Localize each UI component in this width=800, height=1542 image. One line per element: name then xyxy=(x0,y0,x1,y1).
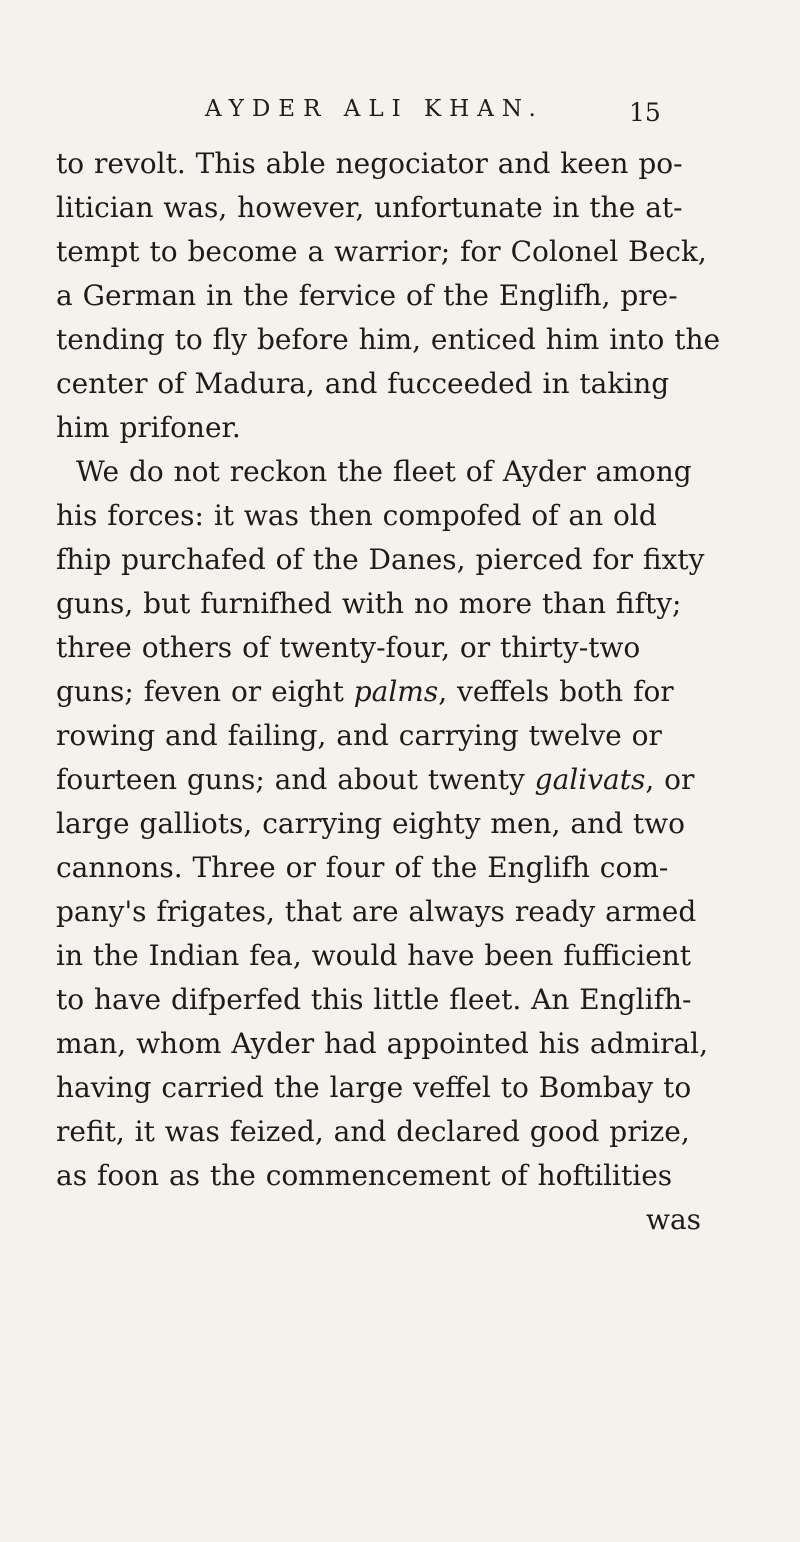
text-line: man, whom Ayder had appointed his admiral, xyxy=(56,1027,708,1060)
text-line: as foon as the commencement of hoftilities xyxy=(56,1159,673,1192)
page-number: 15 xyxy=(629,98,661,127)
text-line: fourteen guns; and about twenty galivats, or xyxy=(56,763,695,796)
text-line: large galliots, carrying eighty men, and two xyxy=(56,807,685,840)
text-line: tempt to become a warrior; for Colonel Beck, xyxy=(56,235,707,268)
text-line: having carried the large veffel to Bombay to xyxy=(56,1071,692,1104)
text-line: guns; feven or eight palms, veffels both for xyxy=(56,675,674,708)
text-line: him prifoner. xyxy=(56,411,241,444)
text-line: We do not reckon the fleet of Ayder among xyxy=(76,455,692,488)
italic-term: palms xyxy=(353,675,439,708)
text-line: three others of twenty-four, or thirty-two xyxy=(56,631,641,664)
text-line: refit, it was feized, and declared good prize, xyxy=(56,1115,690,1148)
text-line: to revolt. This able negociator and keen po- xyxy=(56,147,683,180)
catchword: was xyxy=(646,1203,702,1236)
text-line: cannons. Three or four of the Englifh com- xyxy=(56,851,669,884)
text-line: in the Indian fea, would have been fufficient xyxy=(56,939,692,972)
text-line: to have difperfed this little fleet. An Englifh- xyxy=(56,983,692,1016)
text-line: his forces: it was then compofed of an old xyxy=(56,499,657,532)
text-line: pany's frigates, that are always ready armed xyxy=(56,895,697,928)
text-line: a German in the fervice of the Englifh, pre- xyxy=(56,279,678,312)
text-line: center of Madura, and fucceeded in taking xyxy=(56,367,670,400)
text-line: tending to fly before him, enticed him into the xyxy=(56,323,721,356)
text-line: fhip purchafed of the Danes, pierced for fixty xyxy=(56,543,705,576)
text-line: guns, but furnifhed with no more than fifty; xyxy=(56,587,682,620)
running-header: AYDER ALI KHAN. xyxy=(205,96,544,122)
text-line: litician was, however, unfortunate in the at- xyxy=(56,191,683,224)
text-line: rowing and failing, and carrying twelve or xyxy=(56,719,662,752)
italic-term: galivats xyxy=(534,763,646,796)
